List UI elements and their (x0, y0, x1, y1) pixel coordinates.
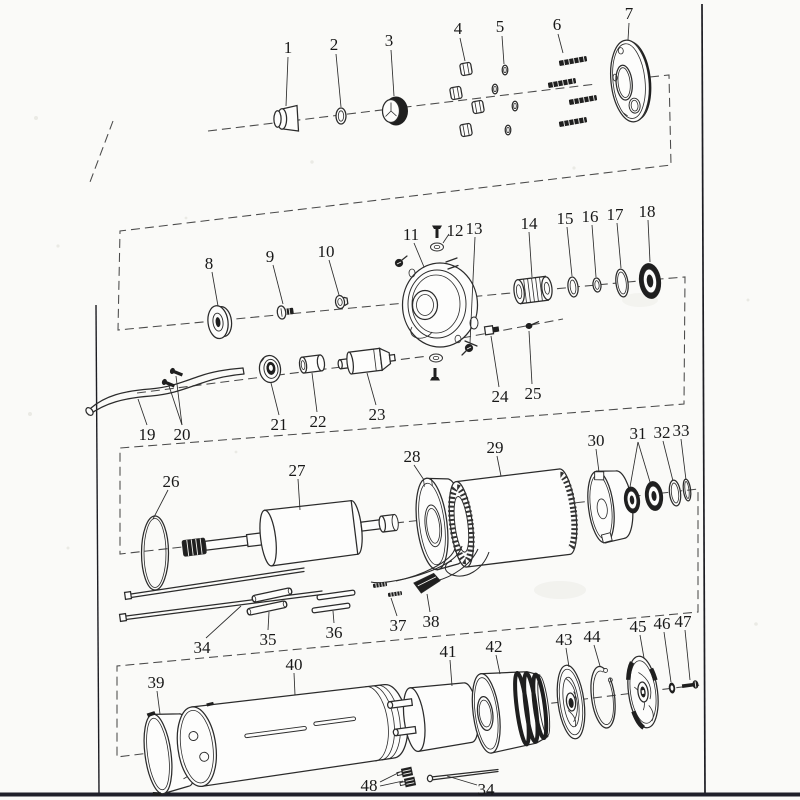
callout-41-40: 41 (439, 642, 457, 661)
part-25-pin (525, 322, 539, 330)
leader-line-35 (268, 612, 269, 630)
callout-22-21: 22 (309, 412, 327, 431)
leader-line-21 (271, 383, 279, 415)
callout-26-25: 26 (162, 472, 180, 491)
part-27-rotor-shaft (179, 494, 401, 576)
part-2-o-ring (336, 108, 346, 124)
part-37-small-studs (373, 582, 402, 597)
leader-line-32 (663, 441, 673, 481)
callout-13-12: 13 (465, 219, 483, 238)
bottom-page-border (0, 793, 800, 797)
callout-21-20: 21 (270, 415, 288, 434)
scan-speckles (28, 116, 758, 626)
leader-line-29 (497, 456, 501, 476)
callout-36-35: 36 (325, 623, 343, 642)
callout-15-14: 15 (556, 209, 574, 228)
leader-line-22 (312, 373, 317, 412)
leader-line-48 (380, 772, 400, 782)
leader-line-40 (294, 673, 295, 695)
leader-line-25 (529, 331, 532, 384)
callout-6-5: 6 (552, 15, 562, 34)
leader-line-36 (333, 611, 334, 623)
part-33-spring-washer (682, 479, 692, 502)
leader-line-8 (212, 272, 218, 306)
callout-46-45: 46 (653, 614, 671, 633)
leader-line-1 (286, 57, 288, 106)
callouts-layer (138, 4, 692, 799)
leader-line-9 (273, 265, 283, 304)
leader-line-33 (681, 439, 686, 480)
part-46-small-washer (668, 682, 676, 694)
part-40-motor-shell (172, 677, 412, 789)
leader-line-15 (567, 227, 572, 276)
part-7-top-flange (607, 38, 655, 124)
callout-48-47: 48 (360, 776, 378, 795)
leader-line-19 (138, 399, 147, 425)
callout-45-44: 45 (629, 617, 647, 636)
leader-line-11 (414, 243, 424, 267)
callout-47-46: 47 (674, 612, 692, 631)
part-12-screw-and-washer (431, 226, 444, 252)
leader-line-3 (391, 50, 394, 96)
callout-2-1: 2 (329, 35, 339, 54)
right-page-border (702, 4, 705, 794)
part-5-small-o-rings (492, 65, 518, 135)
callout-37-36: 37 (389, 616, 407, 635)
leader-line-42 (496, 655, 500, 674)
part-29-stator (445, 468, 581, 569)
part-34-tie-rods (120, 568, 322, 621)
leader-line-17 (617, 223, 621, 268)
callout-42-41: 42 (485, 637, 503, 656)
callout-14-13: 14 (520, 214, 538, 233)
leader-line-37 (391, 598, 397, 616)
callout-34-33: 34 (193, 638, 211, 657)
callout-16-15: 16 (581, 207, 599, 226)
leader-line-2 (336, 54, 341, 107)
leader-line-34 (447, 776, 477, 785)
part-48-terminal-blocks (396, 767, 415, 788)
callout-39-38: 39 (147, 673, 165, 692)
part-45-impeller (624, 654, 662, 729)
part-17-retaining-ring (614, 268, 629, 297)
leader-line-6 (558, 34, 563, 53)
part-47-screw (682, 680, 699, 690)
callout-28-27: 28 (403, 447, 421, 466)
part-32-ring (668, 479, 682, 506)
part-26-large-o-ring (142, 516, 169, 590)
callout-23-22: 23 (368, 405, 386, 424)
callout-29-28: 29 (486, 438, 504, 457)
leader-line-39 (157, 691, 160, 714)
callout-11-10: 11 (402, 225, 420, 244)
callout-38-37: 38 (422, 612, 440, 631)
part-3-gland-cap (383, 97, 409, 126)
part-11-motor-bracket (403, 258, 479, 347)
part-19-clamp-rod (84, 368, 244, 417)
bracket-lower-screw-washer (430, 354, 443, 381)
leader-line-30 (596, 449, 599, 472)
leader-line-24 (491, 336, 499, 387)
callout-40-39: 40 (285, 655, 303, 674)
leader-line-31 (638, 442, 650, 482)
left-page-border (96, 305, 99, 794)
leader-line-44 (594, 645, 600, 666)
leader-line-16 (592, 225, 596, 277)
part-6-studs (548, 56, 598, 127)
callout-32-31: 32 (653, 423, 671, 442)
leader-line-43 (566, 648, 569, 667)
part-43-diffuser-disc (553, 664, 588, 741)
callout-4-3: 4 (453, 19, 463, 38)
callout-31-30: 31 (629, 424, 647, 443)
callout-27-26: 27 (288, 461, 306, 480)
leader-line-48 (380, 781, 403, 786)
callout-43-42: 43 (555, 630, 573, 649)
part-9-screw (276, 304, 294, 319)
callout-18-17: 18 (638, 202, 656, 221)
leader-line-34 (206, 606, 241, 638)
leader-line-45 (640, 635, 644, 658)
leader-line-7 (628, 23, 629, 40)
leader-line-28 (414, 465, 424, 480)
leader-line-47 (685, 630, 690, 680)
part-14-threaded-coupling (513, 276, 554, 304)
callout-20-19: 20 (173, 425, 191, 444)
callout-33-32: 33 (672, 421, 690, 440)
leader-line-18 (648, 220, 650, 262)
leader-line-10 (329, 260, 339, 295)
callout-10-9: 10 (317, 242, 335, 261)
callout-1-0: 1 (283, 38, 293, 57)
part-22-spacer-sleeve (299, 355, 326, 374)
part-21-flanged-bushing (258, 354, 282, 383)
leader-line-26 (153, 490, 168, 519)
leader-line-46 (664, 632, 671, 682)
callout-44-43: 44 (583, 627, 601, 646)
leader-line-4 (460, 38, 465, 61)
leader-line-38 (427, 594, 430, 612)
part-15-o-ring (567, 276, 579, 297)
leader-line-31 (630, 442, 638, 487)
part-8-seal-grommet (206, 304, 233, 340)
callout-12-11: 12 (446, 221, 464, 240)
callout-19-18: 19 (138, 425, 156, 444)
leader-line-14 (529, 232, 532, 277)
callout-35-34: 35 (259, 630, 277, 649)
part-24-plug (485, 325, 500, 335)
part-42-seal-housing (468, 666, 553, 755)
part-10-nut (335, 295, 349, 310)
construction-lines (90, 75, 702, 757)
leader-line-23 (367, 373, 376, 405)
callout-8-7: 8 (204, 254, 214, 273)
callout-34-48: 34 (477, 780, 495, 799)
leader-line-41 (450, 660, 452, 686)
callout-17-16: 17 (606, 205, 624, 224)
part-44-circlip (588, 665, 619, 729)
part-36-flat-keys (312, 590, 355, 613)
part-23-cable-gland-assembly (337, 347, 396, 376)
leader-line-5 (502, 36, 504, 64)
callout-9-8: 9 (265, 247, 275, 266)
part-1-cable-bushing (274, 106, 299, 132)
callout-5-4: 5 (495, 17, 505, 36)
callout-7-6: 7 (624, 4, 634, 23)
callout-3-2: 3 (384, 31, 394, 50)
callout-30-29: 30 (587, 431, 605, 450)
callout-25-24: 25 (524, 384, 542, 403)
part-20-screws (161, 367, 184, 389)
part-16-o-ring-small (592, 278, 602, 293)
part-31-ball-bearings (622, 480, 664, 514)
callout-24-23: 24 (491, 387, 509, 406)
leader-line-27 (298, 479, 300, 510)
